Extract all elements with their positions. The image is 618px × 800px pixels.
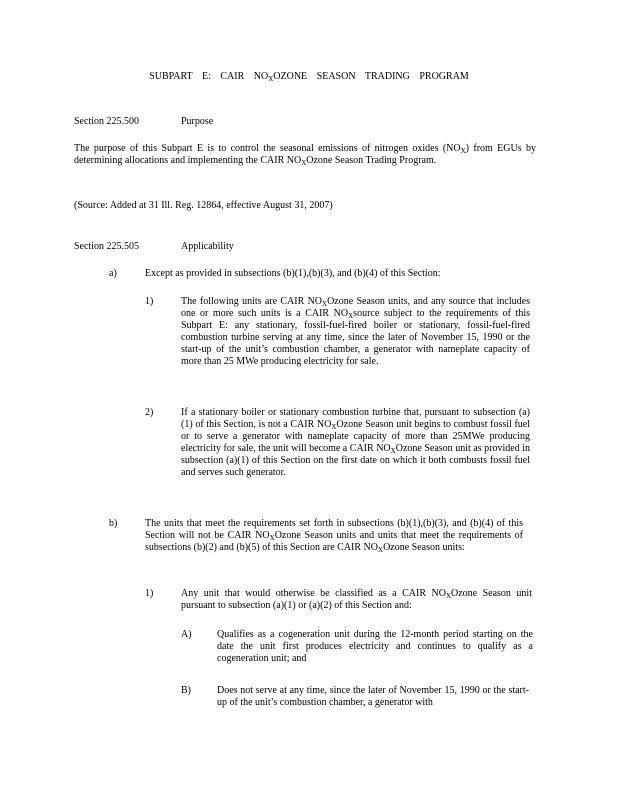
subsection-a2-text: If a stationary boiler or stationary combustion turbine that, pursuant to subsection (a)(1) of this Section, is not a CAIR $NO_XOzone$ Season unit begins to combust fossil fuel or to serve a generator with nameplate capacity of more than 25MWe producing electricity for sale, the unit will become a CAIR $NO_XOzone$ Season unit as provided in subsection (a)(1) of this Section on the first date on which it both combusts fossil fuel and serves such generator. bbox=[181, 407, 531, 478]
subsection-a-marker: a) bbox=[109, 268, 117, 279]
subsection-b1-marker: 1) bbox=[145, 588, 154, 599]
subsection-a1-marker: 1) bbox=[145, 296, 154, 307]
subsection-b1b-text: Does not serve at any time, since the later of November 15, 1990 or the start-up of the unit’s combustion chamber, a generator with bbox=[217, 685, 529, 708]
section-225-505-heading: Applicability bbox=[181, 241, 234, 252]
subpart-title: SUBPART E: CAIR $NO_XOZONE$ SEASON TRADING PROGRAM bbox=[149, 71, 469, 83]
subsection-b1b-marker: B) bbox=[181, 685, 191, 696]
section-225-505-number: Section 225.505 bbox=[74, 241, 139, 252]
subsection-a-text: Except as provided in subsections (b)(1),(b)(3), and (b)(4) of this Section: bbox=[145, 268, 441, 279]
subsection-b1-text: Any unit that would otherwise be classified as a CAIR $NO_XOzone$ Season unit pursuant to subsection (a)(1) or (a)(2) of this Section and: bbox=[181, 588, 532, 611]
source-note: (Source: Added at 31 Ill. Reg. 12864, effective August 31, 2007) bbox=[74, 200, 333, 211]
section-225-500-body: The purpose of this Subpart E is to control the seasonal emissions of nitrogen oxides $(NO_X)$ from EGUs by determining allocations and implementing the CAIR $NO_XOzone$ Season Trading Program. bbox=[74, 143, 536, 167]
subsection-b-text: The units that meet the requirements set forth in subsections (b)(1),(b)(3), and (b)(4) of this Section will not be CAIR $NO_XOzone$ Season units and units that meet the requirements of subsections (b)(2) and (b)(5) of this Section are CAIR $NO_XOzone$ Season units: bbox=[145, 518, 523, 554]
section-225-500-number: Section 225.500 bbox=[74, 116, 139, 127]
subsection-a1-text: The following units are CAIR $NO_XOzone$ Season units, and any source that includes one or more such units is a CAIR $NO_Xsource$ subject to the requirements of this Subpart E: any stationary, fossil-fuel-fired boiler or stationary, fossil-fuel-fired combustion turbine serving at any time, since the later of November 15, 1990 or the start-up of the unit’s combustion chamber, a generator with nameplate capacity of more than 25 MWe producing electricity for sale. bbox=[181, 296, 530, 367]
subsection-b1a-text: Qualifies as a cogeneration unit during the 12-month period starting on the date the unit first produces electricity and continues to qualify as a cogeneration unit; and bbox=[217, 629, 533, 664]
section-225-500-heading: Purpose bbox=[181, 116, 214, 127]
subsection-a2-marker: 2) bbox=[145, 407, 154, 418]
subsection-b-marker: b) bbox=[109, 518, 118, 529]
subsection-b1a-marker: A) bbox=[181, 629, 192, 640]
